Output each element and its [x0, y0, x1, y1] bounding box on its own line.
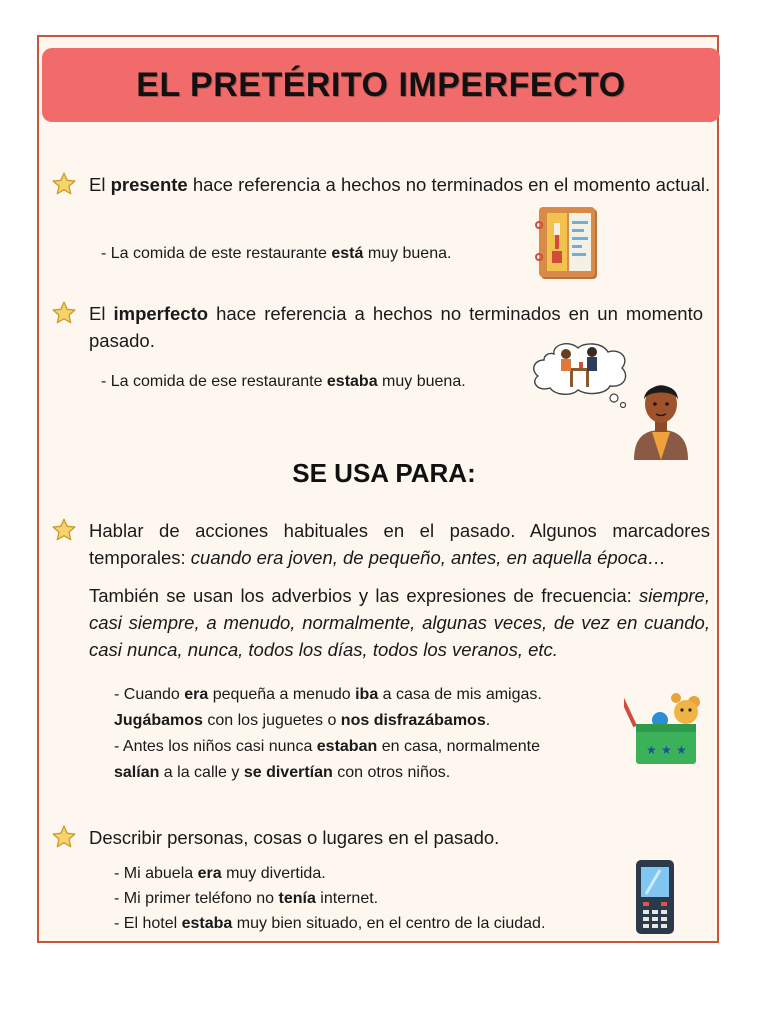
section-heading: SE USA PARA: [292, 458, 476, 488]
describe-example-2: - Mi primer teléfono no tenía internet. [114, 890, 379, 907]
describe-example-1: - Mi abuela era muy divertida. [114, 865, 326, 882]
presente-definition: El presente hace referencia a hechos no terminados en el momento actual. [89, 174, 711, 195]
imperfecto-definition: El imperfecto hace referencia a hechos no terminados en un momento pasado. [89, 303, 703, 351]
habitual-description: Hablar de acciones habituales en el pasado. Algunos marcadores temporales: cuando era joven, de pequeño, antes, en aquella época… [89, 520, 710, 568]
title-banner [42, 48, 720, 122]
habitual-example-1: - Cuando era pequeña a menudo iba a casa de mis amigas. Jugábamos con los juguetes o nos disfrazábamos. [114, 686, 542, 729]
toy-box-icon [624, 688, 710, 768]
describe-example-3: - El hotel estaba muy bien situado, en el centro de la ciudad. [114, 915, 546, 932]
imperfecto-example: - La comida de ese restaurante estaba muy buena. [101, 373, 466, 390]
habitual-example-2: - Antes los niños casi nunca estaban en casa, normalmente salían a la calle y se divertían con otros niños. [114, 738, 540, 781]
presente-example: - La comida de este restaurante está muy buena. [101, 245, 452, 262]
svg-text:★: ★ [676, 743, 687, 757]
describe-description: Describir personas, cosas o lugares en el pasado. [89, 827, 500, 848]
star-icon [51, 824, 77, 850]
menu-book-icon [533, 205, 601, 281]
star-icon [51, 517, 77, 543]
man-avatar-icon [630, 372, 692, 460]
mobile-phone-icon [634, 858, 676, 936]
star-icon [51, 300, 77, 326]
star-icon [51, 171, 77, 197]
svg-text:★: ★ [646, 743, 657, 757]
svg-text:★: ★ [661, 743, 672, 757]
page-title: EL PRETÉRITO IMPERFECTO [136, 65, 626, 104]
frequency-adverbs: También se usan los adverbios y las expresiones de frecuencia: siempre, casi siempre, a menudo, normalmente, algunas veces, de vez en cuando, casi nunca, nunca, todos los días, todos los veranos, etc. [89, 585, 710, 660]
thought-bubble-restaurant-icon [524, 338, 634, 410]
